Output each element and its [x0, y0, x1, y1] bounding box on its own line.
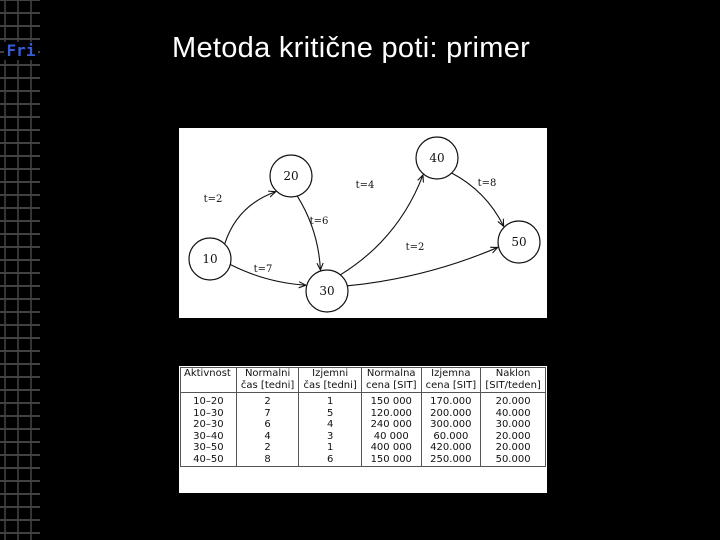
network-diagram-svg	[179, 128, 547, 318]
table-cell: 150 000	[361, 393, 421, 408]
table-cell: 60.000	[421, 431, 481, 443]
table-cell: 2	[236, 393, 299, 408]
table-row	[181, 419, 546, 431]
column-header-line: Aktivnost	[184, 368, 231, 379]
slide-title: Metoda kritične poti: primer	[172, 32, 531, 64]
table-cell: 240 000	[361, 419, 421, 431]
column-header-line: Naklon	[495, 368, 531, 379]
column-header-line: čas [tedni]	[303, 380, 357, 391]
table-cell: 7	[236, 408, 299, 420]
decorative-sidebar-pattern	[0, 0, 40, 540]
activity-table-container	[179, 366, 547, 493]
column-header	[299, 368, 362, 393]
table-cell: 30–50	[181, 442, 237, 454]
edge-label-10-20: t=2	[203, 194, 223, 205]
table-cell: 6	[236, 419, 299, 431]
table-row	[181, 454, 546, 466]
edge-label-30-40: t=4	[355, 180, 375, 191]
table-cell: 8	[236, 454, 299, 466]
column-header-line: Izjemni	[312, 368, 349, 379]
node-label-50: 50	[511, 235, 527, 249]
table-row	[181, 393, 546, 408]
table-cell: 40.000	[481, 408, 546, 420]
table-cell: 3	[299, 431, 362, 443]
edge-label-10-30: t=7	[253, 264, 273, 275]
table-cell: 4	[299, 419, 362, 431]
table-cell: 10–20	[181, 393, 237, 408]
edge-label-30-50: t=2	[405, 242, 425, 253]
column-header	[236, 368, 299, 393]
table-cell: 5	[299, 408, 362, 420]
column-header-line: čas [tedni]	[240, 380, 295, 391]
table-cell: 1	[299, 442, 362, 454]
table-cell: 30.000	[481, 419, 546, 431]
edge-20-30	[297, 196, 320, 270]
column-header-line: Normalna	[366, 368, 416, 379]
table-cell: 40–50	[181, 454, 237, 466]
header-row	[181, 368, 546, 393]
table-row	[181, 408, 546, 420]
activity-table	[180, 367, 546, 467]
table-cell: 170.000	[421, 393, 481, 408]
table-cell: 150 000	[361, 454, 421, 466]
table-cell: 20.000	[481, 431, 546, 443]
table-row	[181, 442, 546, 454]
node-label-40: 40	[429, 151, 445, 165]
table-cell: 20.000	[481, 442, 546, 454]
table-cell: 420.000	[421, 442, 481, 454]
table-cell: 1	[299, 393, 362, 408]
network-diagram	[179, 128, 547, 318]
node-label-10: 10	[202, 252, 218, 266]
table-header	[181, 368, 546, 393]
edge-label-40-50: t=8	[477, 178, 497, 189]
column-header-line	[184, 380, 233, 392]
column-header-line: cena [SIT]	[365, 380, 417, 391]
fri-logo: Fri	[4, 42, 38, 60]
table-cell: 250.000	[421, 454, 481, 466]
table-cell: 200.000	[421, 408, 481, 420]
table-cell: 120.000	[361, 408, 421, 420]
table-cell: 30–40	[181, 431, 237, 443]
table-cell: 20–30	[181, 419, 237, 431]
table-cell: 50.000	[481, 454, 546, 466]
edge-label-20-30: t=6	[309, 216, 329, 227]
edge-10-20	[225, 192, 276, 244]
table-cell: 2	[236, 442, 299, 454]
column-header-line: Normalni	[244, 368, 291, 379]
table-cell: 10–30	[181, 408, 237, 420]
edge-30-40	[340, 175, 423, 275]
table-cell: 300.000	[421, 419, 481, 431]
node-label-20: 20	[283, 169, 299, 183]
table-body	[181, 393, 546, 467]
table-cell: 20.000	[481, 393, 546, 408]
table-cell: 6	[299, 454, 362, 466]
column-header	[421, 368, 481, 393]
column-header	[481, 368, 546, 393]
table-cell: 400 000	[361, 442, 421, 454]
column-header-line: cena [SIT]	[425, 380, 477, 391]
node-label-30: 30	[319, 284, 335, 298]
column-header-line: [SIT/teden]	[485, 380, 541, 391]
table-row	[181, 431, 546, 443]
column-header	[361, 368, 421, 393]
column-header	[181, 368, 237, 393]
table-cell: 4	[236, 431, 299, 443]
column-header-line: Izjemna	[431, 368, 471, 379]
table-cell: 40 000	[361, 431, 421, 443]
